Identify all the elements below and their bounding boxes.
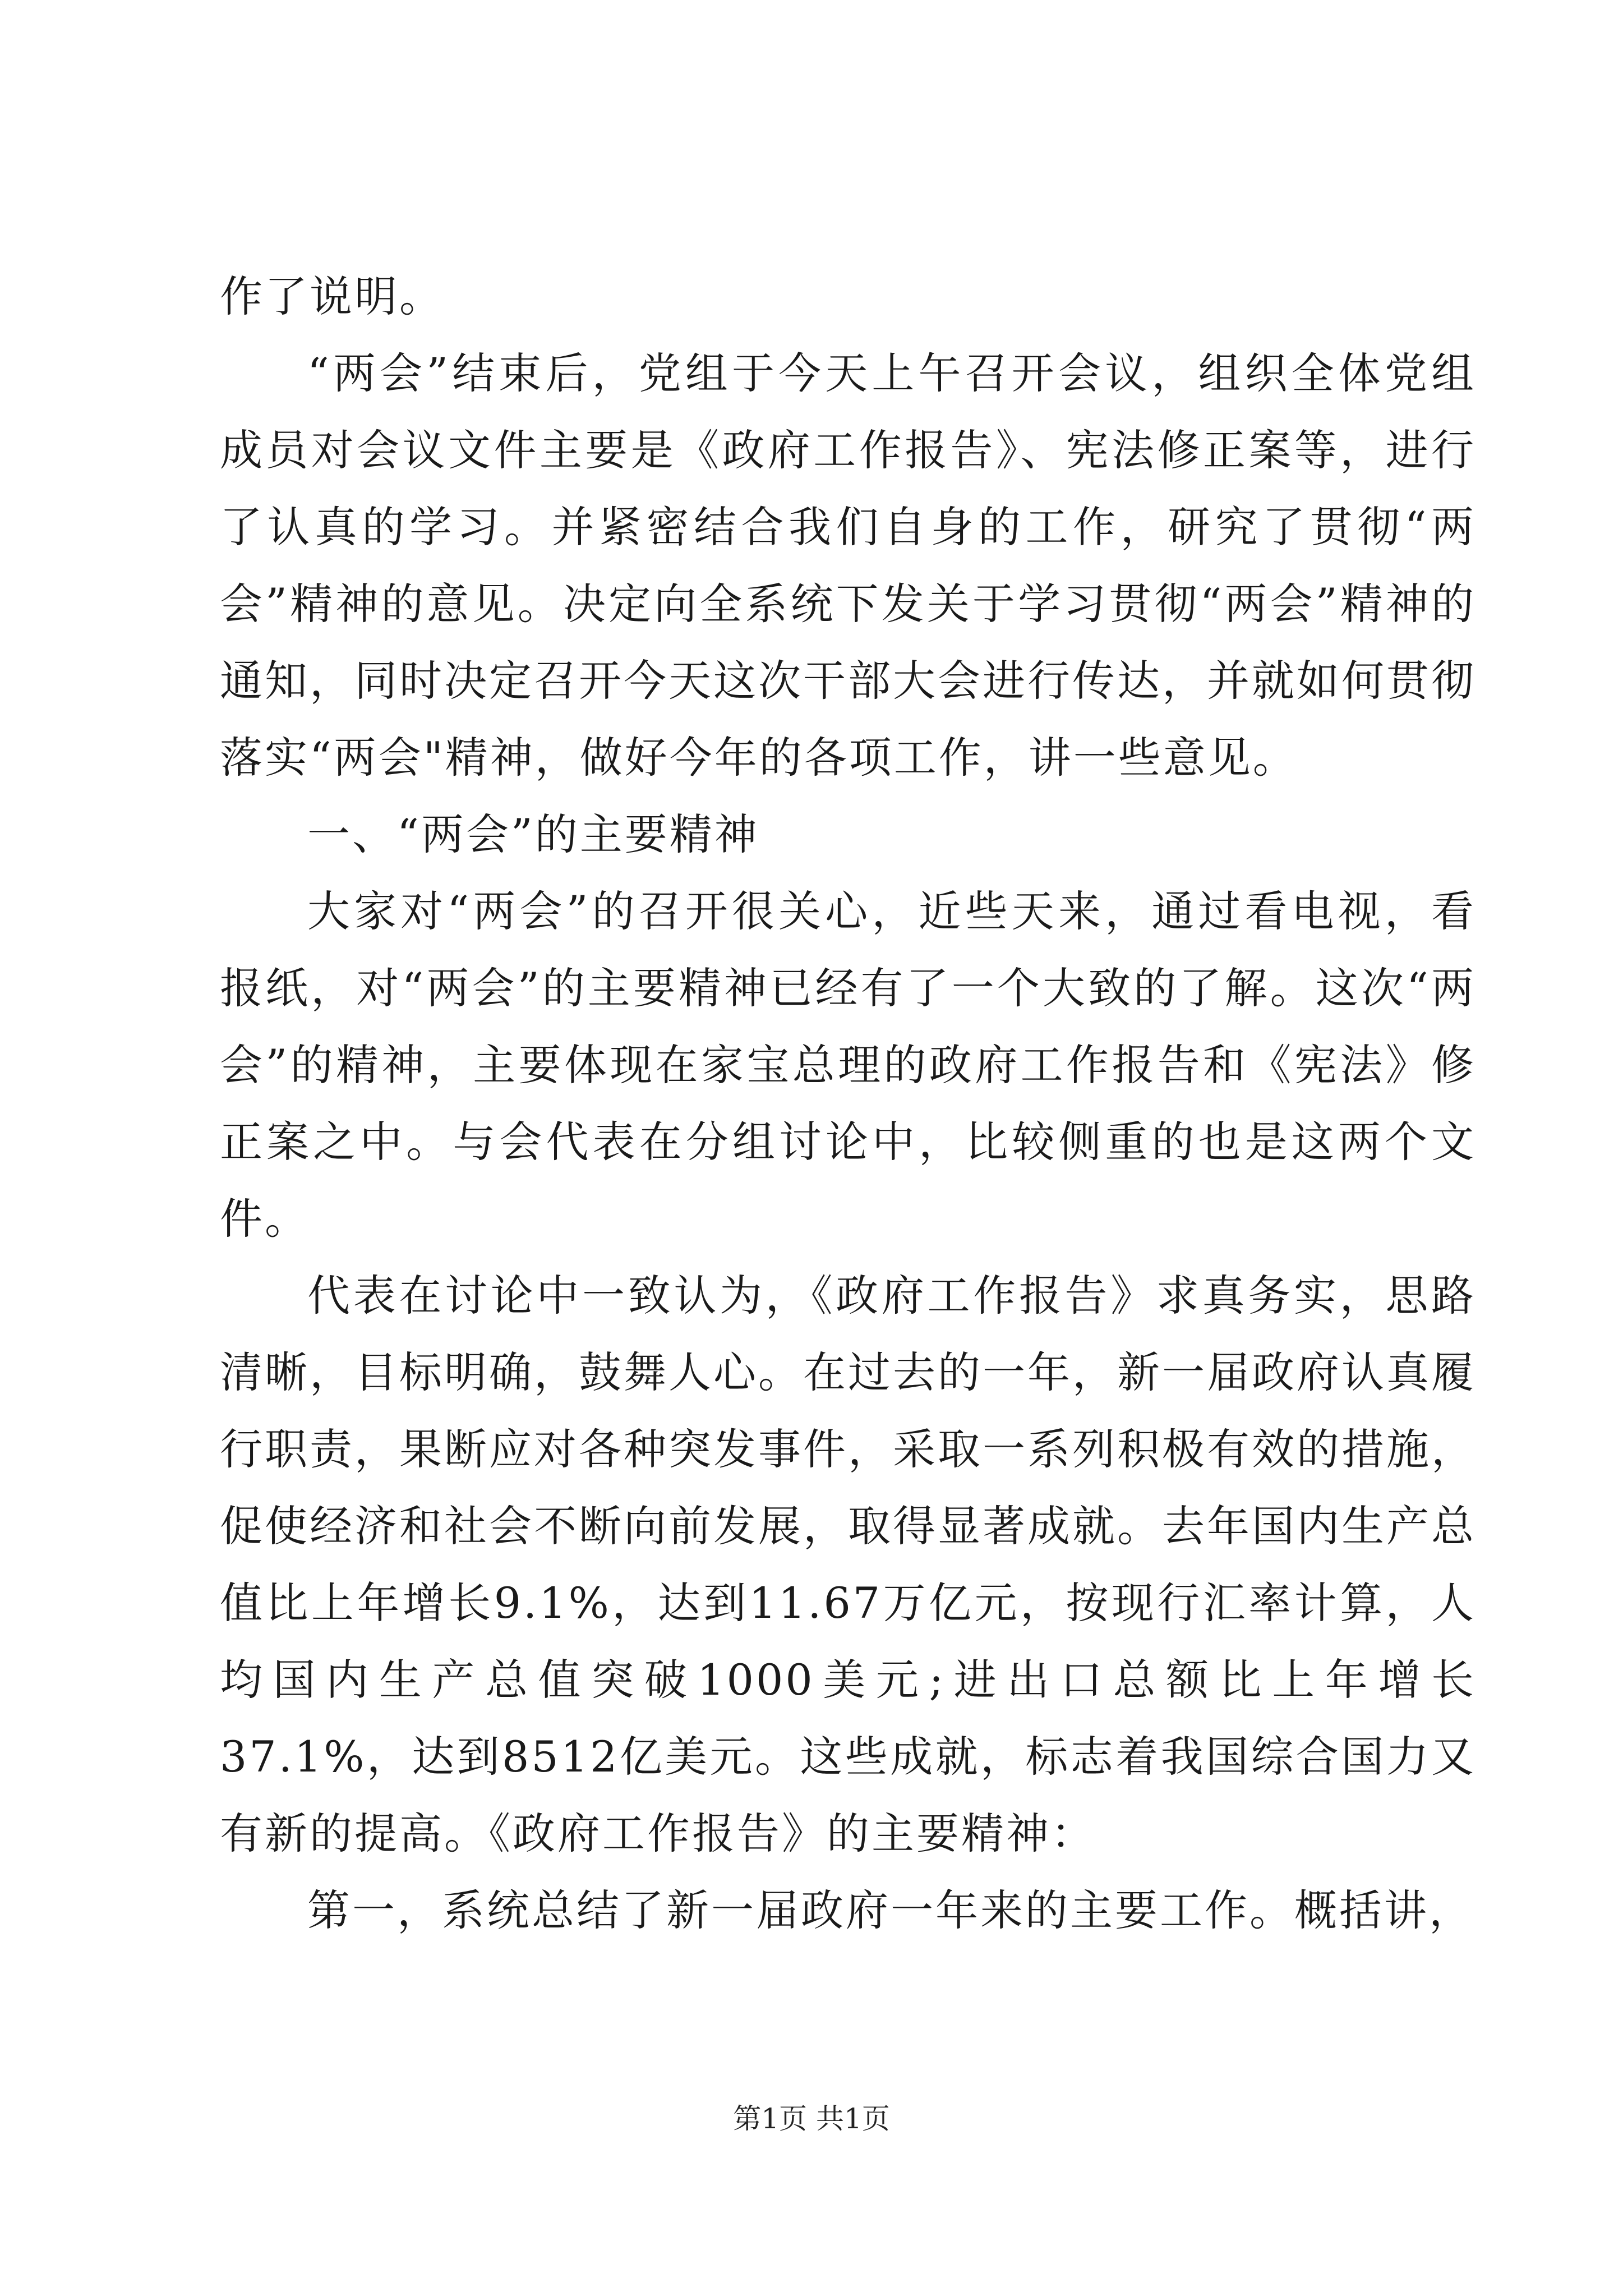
section-heading-main-spirit: 一、“两会”的主要精神 (307, 809, 759, 859)
paragraph-meeting-summary: “两会”结束后，党组于今天上午召开会议，组织全体党组成员对会议文件主要是《政府工作报告》、宪法修正案等，进行了认真的学习。并紧密结合我们自身的工作，研究了贯彻“两会”精神的意见。决定向全系统下发关于学习贯彻“两会”精神的通知，同时决定召开今天这次干部大会进行传达，并就如何贯彻落实“两会"精神，做好今年的各项工作，讲一些意见。 (220, 348, 1476, 783)
document-body (220, 258, 1476, 1949)
paragraph-public-awareness: 大家对“两会”的召开很关心，近些天来，通过看电视，看报纸，对“两会”的主要精神已经有了一个大致的了解。这次“两会”的精神，主要体现在家宝总理的政府工作报告和《宪法》修正案之中。与会代表在分组讨论中，比较侧重的也是这两个文件。 (220, 886, 1476, 1244)
paragraph-first-point: 第一，系统总结了新一届政府一年来的主要工作。概括讲， (307, 1885, 1474, 1935)
paragraph-continuation: 作了说明。 (220, 272, 444, 321)
page-number-footer: 第1页 共1页 (733, 2102, 890, 2135)
paragraph-government-report: 代表在讨论中一致认为，《政府工作报告》求真务实，思路清晰，目标明确，鼓舞人心。在过去的一年，新一届政府认真履行职责，果断应对各种突发事件，采取一系列积极有效的措施，促使经济和社会不断向前发展，取得显著成就。去年国内生产总值比上年增长9.1%，达到11.67万亿元，按现行汇率计算，人均国内生产总值突破1000美元;进出口总额比上年增长37.1%，达到8512亿美元。这些成就，标志着我国综合国力又有新的提高。《政府工作报告》的主要精神： (220, 1271, 1476, 1858)
